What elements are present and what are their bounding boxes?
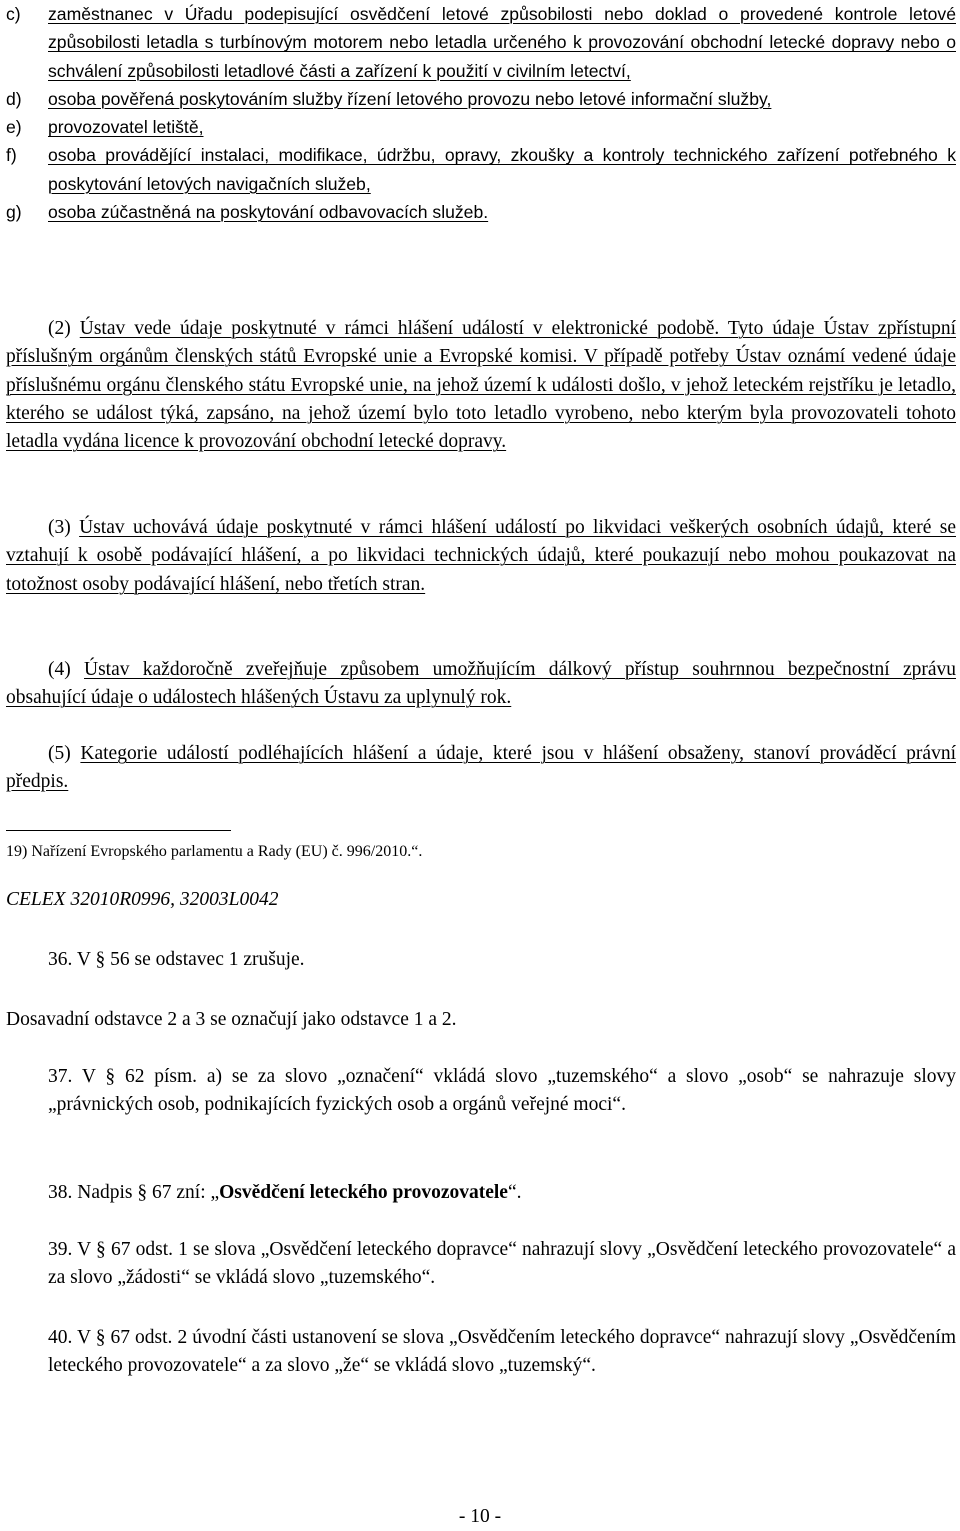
list-item-c [6,0,956,85]
list-section [6,0,956,226]
list-label: e) [6,117,22,138]
list-text: provozovatel letiště, [48,117,204,138]
list-text: osoba zúčastněná na poskytování odbavovacích služeb. [48,202,489,223]
list-item-e [6,113,956,141]
list-text: zaměstnanec v Úřadu podepisující osvědčení letové způsobilosti nebo doklad o provedené kontrole letové způsobilosti letadla s turbínovým motorem nebo letadla určeného k provozování obchodní letecké dopravy nebo o schválení způsobilosti letadlové části a zařízení k použití v civilním letectví, [48,4,956,81]
point-38 [6,1179,956,1207]
paragraph-text: Ústav uchovává údaje poskytnuté v rámci hlášení událostí po likvidaci veškerých osobních údajů, které se vztahují k osobě podávající hlášení, a po likvidaci technických údajů, které poukazují nebo mohou poukazovat na totožnost osoby podávající hlášení, nebo třetích stran. [6,517,956,595]
point-36: 36. V § 56 se odstavec 1 zrušuje. [48,949,305,970]
paragraph-5 [6,740,956,797]
renumbering-note: Dosavadní odstavce 2 a 3 se označují jako odstavce 1 a 2. [6,1009,457,1030]
page-number: - 10 - [458,1506,502,1527]
list-text: osoba provádějící instalaci, modifikace, údržbu, opravy, zkoušky a kontroly technického zařízení potřebného k poskytování letových navigačních služeb, [48,145,956,194]
point-38-title: Osvědčení leteckého provozovatele [219,1182,508,1203]
celex-reference: CELEX 32010R0996, 32003L0042 [6,889,279,910]
list-item-g [6,198,956,226]
point-38-suffix: “. [507,1182,522,1203]
paragraph-3 [6,514,956,599]
paragraph-4 [6,656,956,713]
paragraph-number: (2) [48,318,71,339]
list-label: c) [6,4,21,24]
list-label: f) [6,145,17,166]
point-39: 39. V § 67 odst. 1 se slova „Osvědčení leteckého dopravce“ nahrazují slovy „Osvědčení leteckého provozovatele“ a za slovo „žádosti“ se vkládá slovo „tuzemského“. [48,1239,956,1289]
paragraph-text: Ústav vede údaje poskytnuté v rámci hlášení událostí v elektronické podobě. Tyto údaje Ústav zpřístupní příslušným orgánům členských států Evropské unie a Evropské komisi. V případě potřeby Ústav oznámí vedené údaje příslušnému orgánu členského státu Evropské unie, na jehož území k události došlo, v jehož leteckém rejstříku je letadlo, kterého se událost týká, zapsáno, na jehož území bylo toto letadlo vyrobeno, nebo kterým byla provozovateli tohoto letadla vydána licence k provozování obchodní letecké dopravy. [6,318,957,453]
paragraph-text: Kategorie událostí podléhajících hlášení a údaje, které jsou v hlášení obsaženy, stanoví prováděcí právní předpis. [6,743,956,793]
paragraph-text: Ústav každoročně zveřejňuje způsobem umožňujícím dálkový přístup souhrnnou bezpečnostní zprávu obsahující údaje o událostech hlášených Ústavu za uplynulý rok. [6,659,957,709]
paragraph-number: (3) [48,517,71,538]
point-38-prefix: 38. Nadpis § 67 zní: „ [48,1182,220,1203]
list-item-d [6,85,956,113]
paragraph-number: (4) [48,659,71,680]
point-40: 40. V § 67 odst. 2 úvodní části ustanovení se slova „Osvědčením leteckého dopravce“ nahrazují slovy „Osvědčením leteckého provozovatele“ a za slovo „že“ se vkládá slovo „tuzemský“. [48,1327,956,1377]
list-label: d) [6,88,22,109]
list-text: osoba pověřená poskytováním služby řízení letového provozu nebo letové informační služby, [48,88,772,109]
list-item-f [6,141,956,198]
list-label: g) [6,202,22,223]
footnote: 19) Nařízení Evropského parlamentu a Rady (EU) č. 996/2010.“. [6,843,423,860]
paragraph-number: (5) [48,743,71,764]
paragraph-2 [6,315,956,456]
footnote-separator [6,830,231,831]
point-37: 37. V § 62 písm. a) se za slovo „označení“ vkládá slovo „tuzemského“ a slovo „osob“ se nahrazuje slovy „právnických osob, podnikajících fyzických osob a orgánů veřejné moci“. [48,1066,956,1116]
